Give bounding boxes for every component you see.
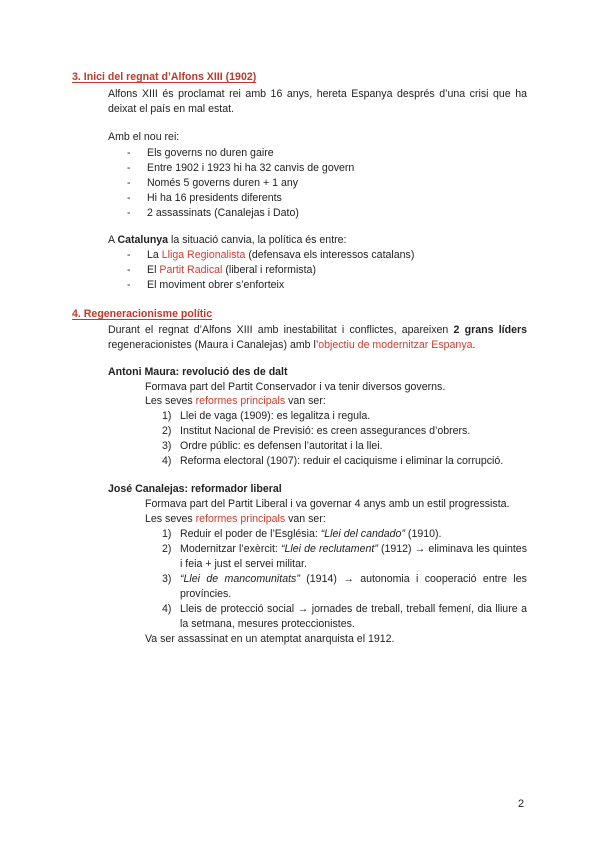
list-item: - Entre 1902 i 1923 hi ha 32 canvis de govern [127, 161, 527, 176]
list-item [162, 424, 527, 439]
list-item: - Hi ha 16 presidents diferents [127, 191, 527, 206]
text-span: Les seves [145, 513, 196, 525]
king-bullet-list [127, 146, 527, 221]
canalejas-end: Va ser assassinat en un atemptat anarquista el 1912. [145, 633, 395, 645]
text-span: van ser: [285, 513, 326, 525]
item-text: (1914) → autonomia i cooperació entre les províncies. [180, 573, 527, 600]
item-number: 2) [162, 425, 172, 437]
maura-title: Antoni Maura: revolució des de dalt [108, 366, 288, 378]
item-text: Institut Nacional de Previsió: es creen assegurances d’obrers. [180, 425, 471, 437]
list-item: - Els governs no duren gaire [127, 146, 527, 161]
lliga-regionalista: Lliga Regionalista [161, 249, 246, 261]
catalunya-bold: Catalunya [117, 234, 169, 246]
list-item [162, 454, 527, 469]
law-name: “Llei de reclutament” [280, 543, 378, 555]
maura-line1: Formava part del Partit Conservador i va tenir diversos governs. [145, 381, 446, 393]
section-3-intro: Alfons XIII és proclamat rei amb 16 anys, hereta Espanya després d’una crisi que ha deixat el país en mal estat. [108, 88, 527, 115]
text-span: A [108, 234, 118, 246]
text-span: van ser: [285, 395, 326, 407]
text-span: La [147, 249, 162, 261]
page-number: 2 [518, 798, 525, 810]
section-4-intro [108, 323, 527, 353]
text-span: la situació canvia, la política és entre: [168, 234, 347, 246]
text-span: Durant el regnat d’Alfons XIII amb inestabilitat i conflictes, apareixen [108, 324, 454, 336]
canalejas-reforms-label [145, 512, 326, 527]
item-number: 4) [162, 455, 172, 467]
text-span: El [147, 264, 160, 276]
item-text: (1912) → eliminava les quintes i feia + just el servei militar. [180, 543, 527, 570]
item-number: 1) [162, 410, 172, 422]
item-text: Lleis de protecció social → jornades de treball, treball femení, dia lliure a la setmana, mesures proteccionistes. [180, 603, 527, 630]
item-text: Modernitzar l’exèrcit: [180, 543, 281, 555]
item-text: Reduir el poder de l’Església: [180, 528, 321, 540]
objective-red: objectiu de modernitzar Espanya [318, 339, 473, 351]
item-text: Reforma electoral (1907): reduir el caciquisme i eliminar la corrupció. [180, 455, 504, 467]
list-item [162, 439, 527, 454]
list-item [162, 572, 527, 602]
list-item: - El moviment obrer s’enforteix [127, 278, 527, 293]
canalejas-reform-list [162, 527, 527, 632]
reforms-red: reformes principals [195, 395, 286, 407]
list-item [127, 248, 527, 263]
item-number: 4) [162, 603, 172, 615]
text-span: Les seves [145, 395, 196, 407]
list-item [162, 527, 527, 542]
text-span: regeneracionistes (Maura i Canalejas) amb l’ [108, 339, 319, 351]
list-item: - Només 5 governs duren + 1 any [127, 176, 527, 191]
list-item [127, 263, 527, 278]
list-item [162, 409, 527, 424]
text-span: (liberal i reformista) [222, 264, 316, 276]
maura-reform-list [162, 409, 527, 469]
catalunya-paragraph [108, 233, 347, 248]
list-item [162, 542, 527, 572]
item-number: 1) [162, 528, 172, 540]
item-number: 3) [162, 440, 172, 452]
list-item: - 2 assassinats (Canalejas i Dato) [127, 206, 527, 221]
new-king-label: Amb el nou rei: [108, 131, 180, 143]
text-span: (defensava els interessos catalans) [245, 249, 415, 261]
section-4-title: 4. Regeneracionisme polític [72, 308, 213, 320]
section-3-title: 3. Inici del regnat d’Alfons XIII (1902) [72, 71, 257, 83]
maura-reforms-label [145, 394, 326, 409]
item-number: 2) [162, 543, 172, 555]
canalejas-line1: Formava part del Partit Liberal i va governar 4 anys amb un estil progressista. [145, 498, 510, 510]
canalejas-title: José Canalejas: reformador liberal [108, 483, 282, 495]
catalunya-bullet-list [127, 248, 527, 293]
list-item [162, 602, 527, 632]
law-name: “Llei del candado” [320, 528, 405, 540]
partit-radical: Partit Radical [159, 264, 223, 276]
item-number: 3) [162, 573, 172, 585]
item-text: (1910). [404, 528, 442, 540]
law-name: “Llei de mancomunitats” [180, 573, 300, 585]
item-text: Ordre públic: es defensen l’autoritat i la llei. [180, 440, 383, 452]
two-leaders-bold: 2 grans líders [453, 324, 527, 336]
item-text: Llei de vaga (1909): es legalitza i regula. [180, 410, 371, 422]
text-span: . [472, 339, 476, 351]
reforms-red: reformes principals [195, 513, 286, 525]
